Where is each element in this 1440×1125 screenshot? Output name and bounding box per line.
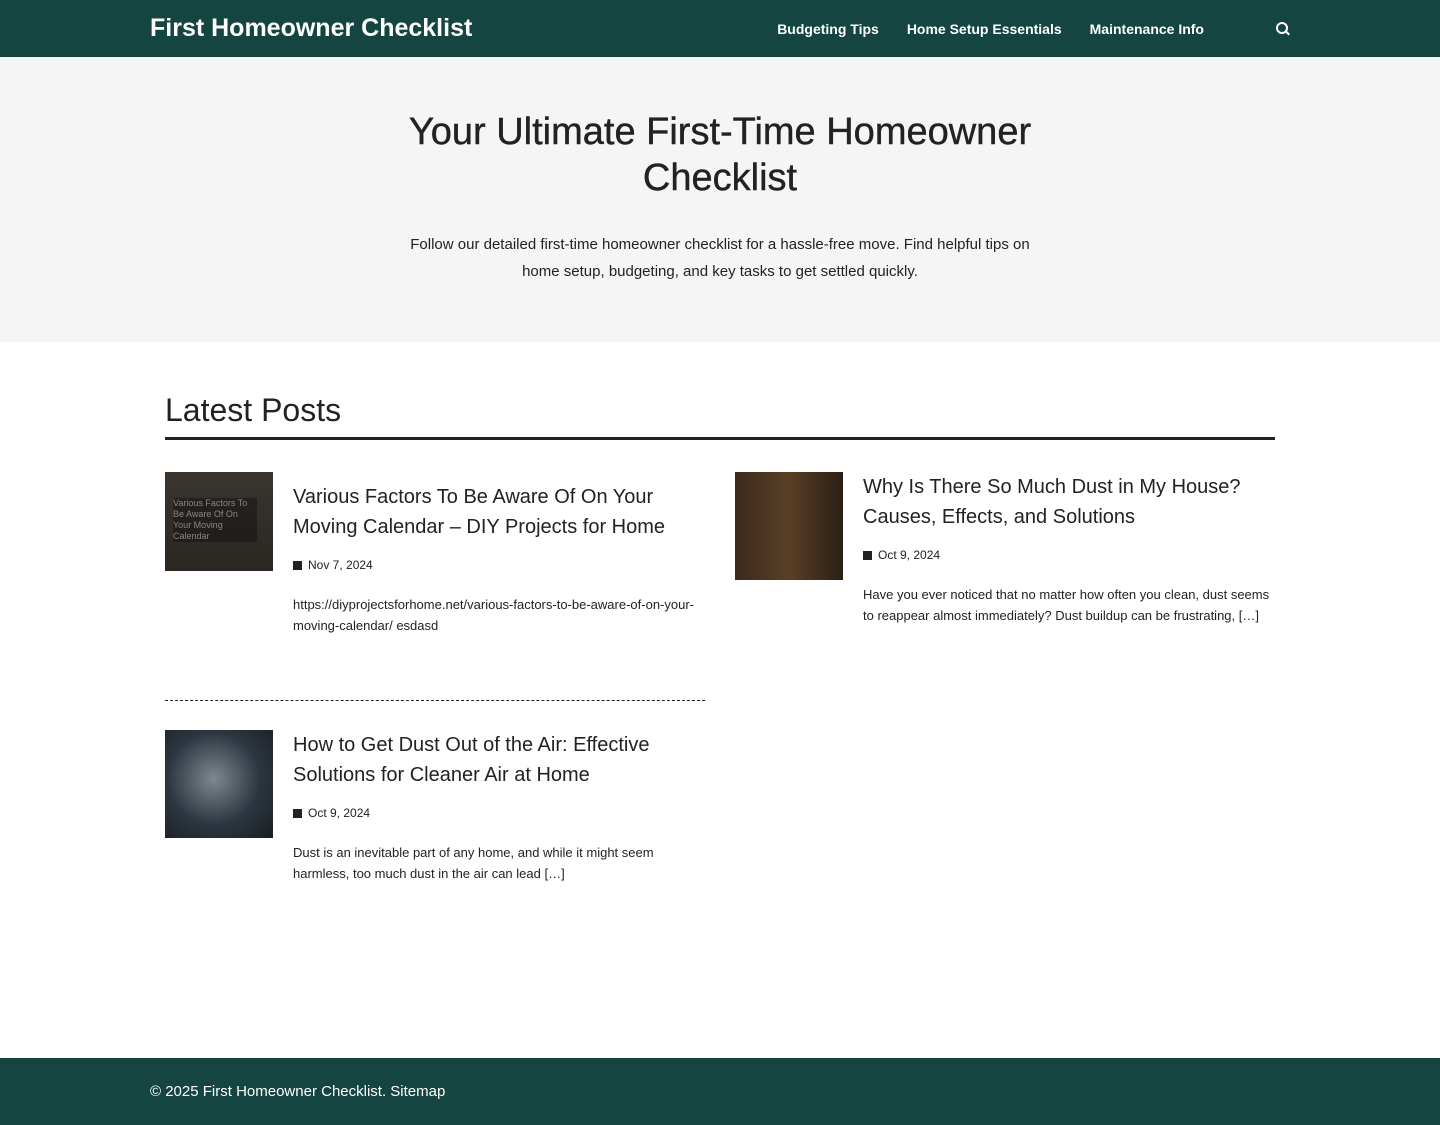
post-thumbnail[interactable] xyxy=(165,730,273,838)
footer-copyright[interactable]: © 2025 First Homeowner Checklist. Sitemap xyxy=(150,1083,446,1100)
nav-home-setup-essentials[interactable]: Home Setup Essentials xyxy=(906,20,1062,37)
post-item xyxy=(735,472,1275,626)
post-item xyxy=(165,472,705,636)
thumbnail-caption: Various Factors To Be Aware Of On Your Moving Calendar xyxy=(173,498,257,542)
nav-budgeting-tips[interactable]: Budgeting Tips xyxy=(777,20,879,37)
nav-maintenance-info[interactable]: Maintenance Info xyxy=(1089,20,1204,37)
post-item xyxy=(165,730,705,884)
date-text: Nov 7, 2024 xyxy=(308,558,373,572)
main-content xyxy=(165,342,1275,920)
post-thumbnail[interactable] xyxy=(735,472,843,580)
post-title[interactable]: Why Is There So Much Dust in My House? Causes, Effects, and Solutions xyxy=(863,476,1241,528)
post-date xyxy=(293,806,705,820)
divider xyxy=(165,700,705,701)
calendar-icon xyxy=(293,809,302,818)
post-excerpt: Have you ever noticed that no matter how often you clean, dust seems to reappear almost immediately? Dust buildup can be frustrating, […] xyxy=(863,587,1270,623)
site-logo[interactable]: First Homeowner Checklist xyxy=(150,14,473,42)
date-text: Oct 9, 2024 xyxy=(308,806,371,820)
site-header xyxy=(0,0,1440,57)
calendar-icon xyxy=(293,561,302,570)
date-text: Oct 9, 2024 xyxy=(878,548,941,562)
calendar-icon xyxy=(863,551,872,560)
post-date xyxy=(863,548,1275,562)
page-title: Your Ultimate First-Time Homeowner Checklist xyxy=(408,111,1032,199)
hero-description: Follow our detailed first-time homeowner checklist for a hassle-free move. Find helpful tips on home setup, budgeting, and key tasks to get settled quickly. xyxy=(410,236,1030,280)
post-date xyxy=(293,558,705,572)
post-title[interactable]: Various Factors To Be Aware Of On Your Moving Calendar – DIY Projects for Home xyxy=(293,486,666,538)
main-nav xyxy=(777,21,1290,37)
post-thumbnail[interactable] xyxy=(165,472,273,571)
site-footer xyxy=(0,1058,1440,1125)
search-icon[interactable] xyxy=(1276,22,1290,36)
post-excerpt: Dust is an inevitable part of any home, and while it might seem harmless, too much dust in the air can lead […] xyxy=(293,845,654,881)
post-excerpt: https://diyprojectsforhome.net/various-factors-to-be-aware-of-on-your-moving-calendar/ esdasd xyxy=(293,597,694,633)
latest-posts-heading: Latest Posts xyxy=(165,392,1275,440)
post-title[interactable]: How to Get Dust Out of the Air: Effective Solutions for Cleaner Air at Home xyxy=(293,734,650,786)
hero xyxy=(0,57,1440,342)
